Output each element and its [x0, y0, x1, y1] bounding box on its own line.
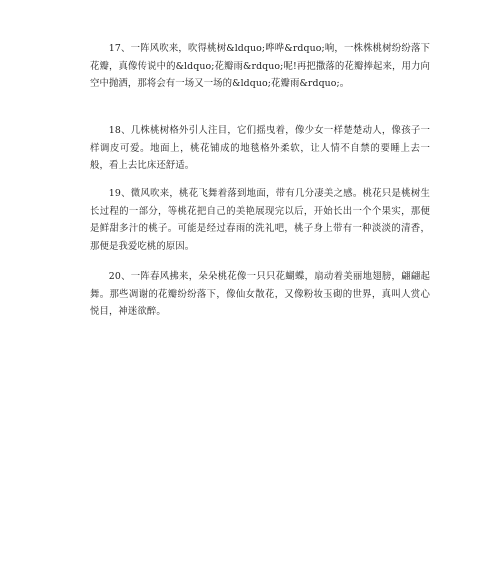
- paragraph-17: 17、一阵风吹来，吹得桃树&ldquo;哗哗&rdquo;响，一株株桃树纷纷落下花瓣，真像传说中的&ldquo;花瓣雨&rdquo;呢!再把撒落的花瓣捧起来，用力向空中抛洒，那将会有一场又一场的&ldquo;花瓣雨&rdquo;。: [90, 43, 430, 89]
- paragraph-18: 18、几株桃树格外引人注目，它们摇曳着，像少女一样楚楚动人，像孩子一样调皮可爱。地面上，桃花铺成的地毯格外柔软，让人情不自禁的要睡上去一般，看上去比床还舒适。: [90, 125, 430, 171]
- paragraph-20: 20、一阵春风拂来，朵朵桃花像一只只花蝴蝶，扇动着美丽地翅膀，翩翩起舞。那些凋谢的花瓣纷纷落下，像仙女散花，又像粉妆玉砌的世界，真叫人赏心悦目，神迷欲醉。: [90, 271, 430, 317]
- paragraph-19: 19、微风吹来，桃花飞舞着落到地面，带有几分凄美之感。桃花只是桃树生长过程的一部分，等桃花把自己的美艳展现完以后，开始长出一个个果实，那便是鲜甜多汁的桃子。可能是经过春雨的洗礼吧，桃子身上带有一种淡淡的清香，那便是我爱吃桃的原因。: [90, 188, 430, 252]
